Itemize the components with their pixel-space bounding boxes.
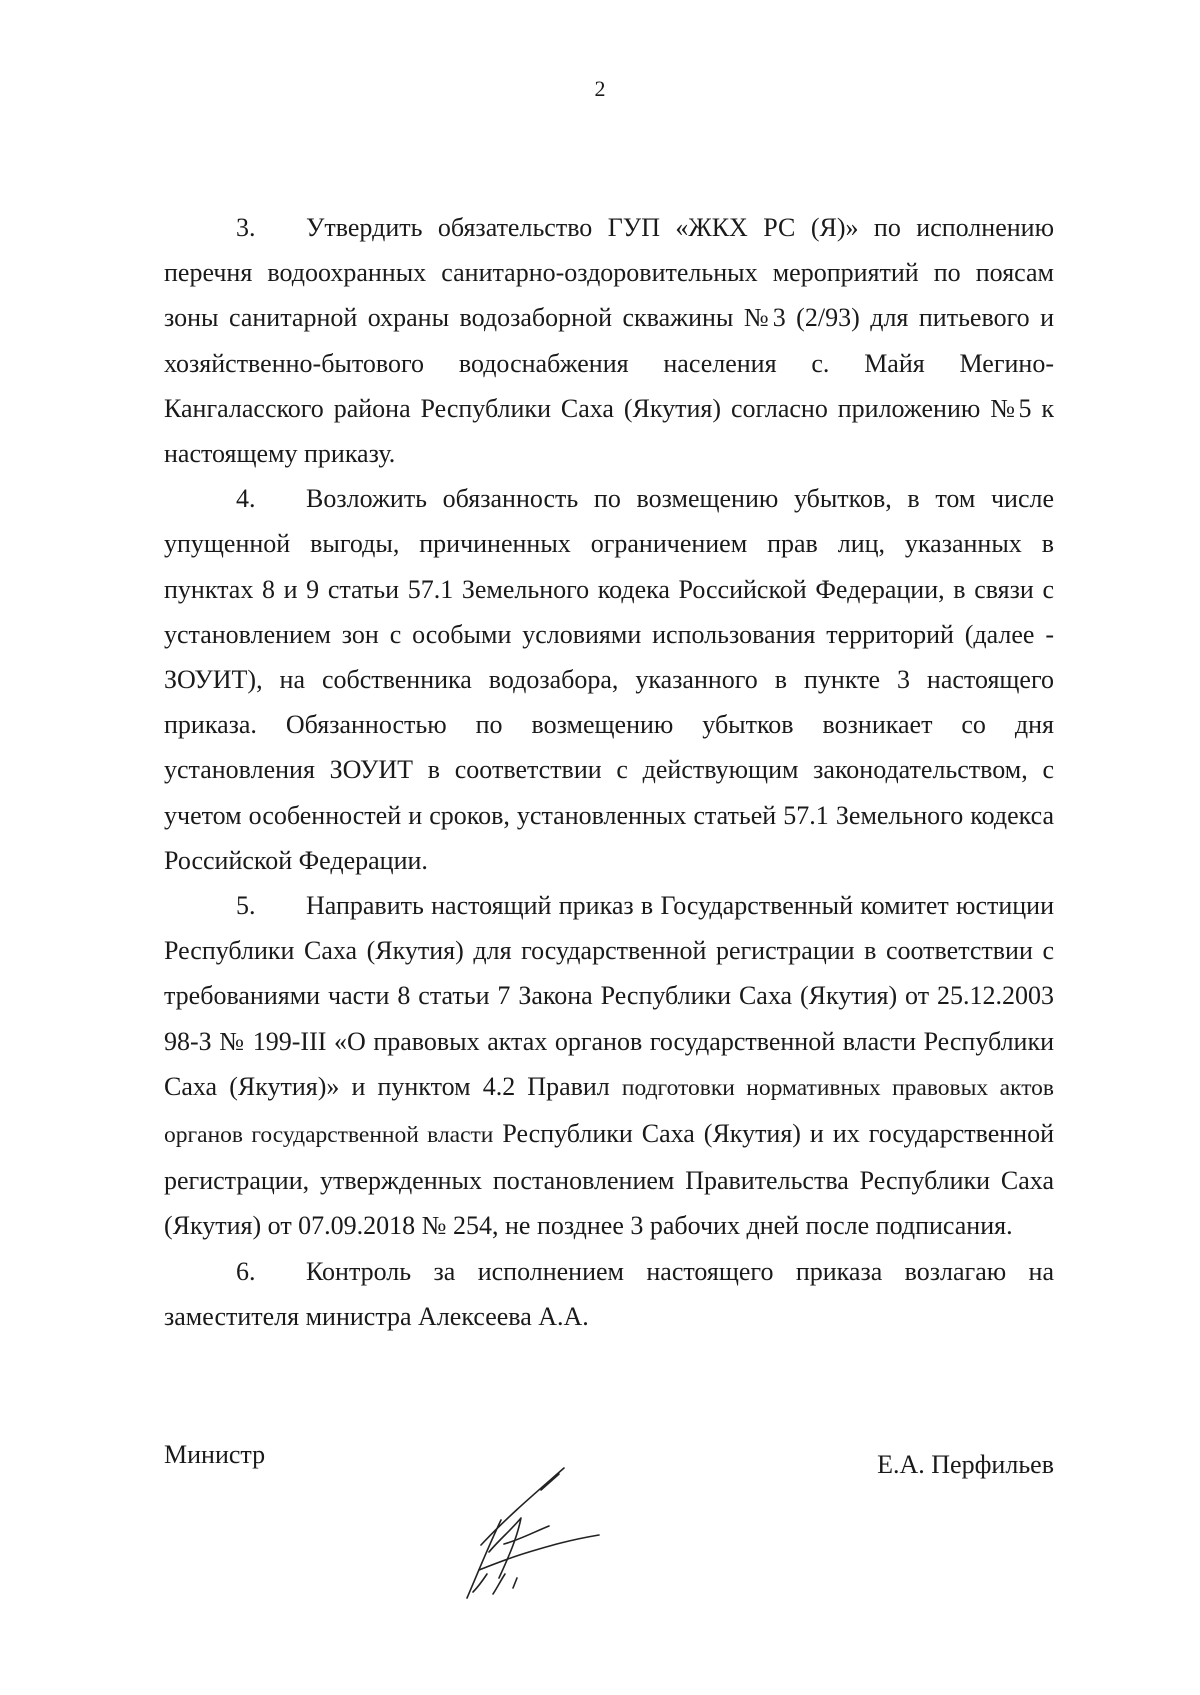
paragraph-text: Контроль за исполнением настоящего приказа возлагаю на заместителя министра Алексеева А.А. [164,1256,1054,1331]
paragraph-5 [164,883,1054,1249]
signatory-title: Министр [164,1440,266,1469]
paragraph-number: 6. [236,1256,256,1286]
paragraph-4 [164,476,1054,883]
paragraph-text: Утвердить обязательство ГУП «ЖКХ РС (Я)» по исполнению перечня водоохранных санитарно-оздоровительных мероприятий по поясам зоны санитарной охраны водозаборной скважины №3 (2/93) для питьевого и хозяйственно-бытового водоснабжения населения с. Майя Мегино-Кангаласского района Республики Саха (Якутия) согласно приложению №5 к настоящему приказу. [164,213,1054,469]
paragraph-number: 3. [236,213,256,242]
signature-block [164,1440,1054,1620]
paragraph-text: Республики Саха (Якутия) и их государственной регистрации, утвержденных постановлением Правительства Республики Саха (Якутия) от 07.09.2018 № 254, не позднее 3 рабочих дней после подписания. [164,1119,1054,1241]
paragraph-3 [164,205,1054,476]
paragraph-text-small: подготовки нормативных правовых актов органов государственной власти [164,1074,1055,1149]
paragraph-number: 4. [236,484,256,514]
handwritten-signature [409,1460,609,1610]
paragraph-text: Направить настоящий приказ в Государственный комитет юстиции Республики Саха (Якутия) для государственной регистрации в соответствии с требованиями части 8 статьи 7 Закона Республики Саха (Якутия) от 25.12.2003 98-З № 199-III «О правовых актах органов государственной власти Республики Саха (Якутия)» и пунктом 4.2 Правил [164,891,1054,1101]
page-number: 2 [594,76,606,101]
order-body [164,205,1054,1339]
paragraph-6 [164,1249,1054,1339]
paragraph-text: Возложить обязанность по возмещению убытков, в том числе упущенной выгоды, причиненных ограничением прав лиц, указанных в пунктах 8 и 9 статьи 57.1 Земельного кодека Российской Федерации, в связи с установлением зон с особыми условиями использования территорий (далее - ЗОУИТ), на собственника водозабора, указанного в пункте 3 настоящего приказа. Обязанностью по возмещению убытков возникает со дня установления ЗОУИТ в соответствии с действующим законодательством, с учетом особенностей и сроков, установленных статьей 57.1 Земельного кодекса Российской Федерации. [164,484,1054,875]
signatory-name: Е.А. Перфильев [877,1450,1054,1479]
paragraph-number: 5. [236,891,256,921]
